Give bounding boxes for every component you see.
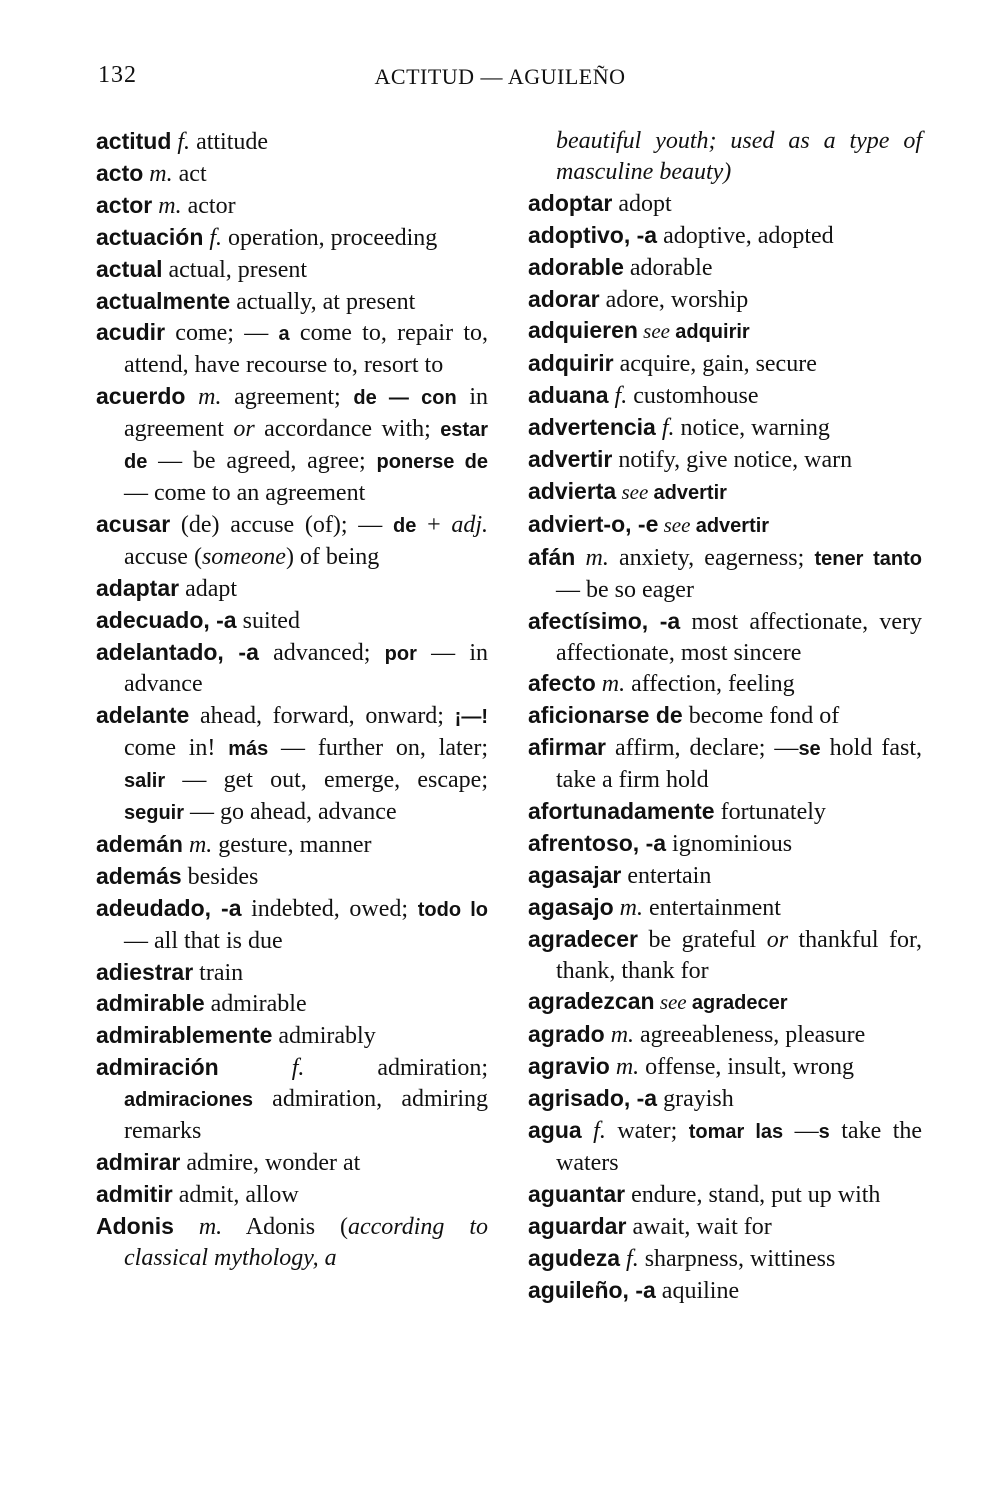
entry-headword: aduana bbox=[528, 382, 609, 409]
entry-definition: (de) accuse (of); — bbox=[170, 511, 393, 538]
entry-definition: suited bbox=[236, 607, 300, 634]
entry-headword: adquieren bbox=[528, 317, 638, 344]
run-in-phrase: todo lo bbox=[417, 898, 488, 921]
entry-definition: ignominious bbox=[666, 830, 793, 857]
entry-definition: thankful for, thank, thank for bbox=[556, 926, 922, 984]
entry-definition: affection, feeling bbox=[625, 671, 795, 698]
entry-definition: most affectionate, very affectionate, most sincere bbox=[556, 608, 922, 666]
dictionary-entry bbox=[528, 284, 922, 316]
entry-definition: take the waters bbox=[556, 1118, 923, 1176]
dictionary-entry bbox=[96, 957, 488, 989]
entry-headword: adoptivo, -a bbox=[528, 221, 658, 248]
entry-definition: offense, insult, wrong bbox=[639, 1054, 855, 1081]
run-in-phrase: a bbox=[278, 323, 290, 346]
entry-definition: ) of being bbox=[285, 543, 380, 570]
entry-definition: act bbox=[172, 160, 207, 187]
entry-headword: advertir bbox=[528, 446, 613, 473]
entry-definition: adoptive, adopted bbox=[657, 222, 834, 249]
entry-headword: aguileño, -a bbox=[528, 1276, 656, 1303]
entry-definition: accuse ( bbox=[124, 543, 202, 570]
dictionary-entry bbox=[528, 1051, 922, 1083]
cross-ref-label: see bbox=[654, 990, 692, 1015]
grammar-label: f. bbox=[218, 1055, 305, 1082]
dictionary-entry bbox=[96, 222, 488, 254]
entry-definition: come; — bbox=[165, 320, 279, 347]
entry-definition: — come to an agreement bbox=[124, 479, 366, 506]
entry-headword: adquirir bbox=[528, 350, 614, 377]
entry-definition: adorable bbox=[623, 254, 713, 281]
entry-definition: — go ahead, advance bbox=[184, 799, 397, 826]
entry-definition: — further on, later; bbox=[268, 735, 488, 762]
grammar-label: according to classical mythology, a bbox=[124, 1213, 488, 1271]
entry-headword: actual bbox=[96, 255, 163, 282]
entry-headword: agradecer bbox=[528, 925, 638, 952]
entry-definition: — get out, emerge, escape; bbox=[165, 767, 488, 794]
entry-definition: hold fast, take a firm hold bbox=[556, 735, 922, 794]
grammar-label: m. bbox=[604, 1022, 635, 1049]
dictionary-entry bbox=[96, 893, 488, 957]
dictionary-entry bbox=[528, 315, 922, 348]
grammar-label: f. bbox=[581, 1118, 606, 1145]
entry-headword: admirar bbox=[96, 1149, 181, 1175]
entry-headword: acuerdo bbox=[96, 383, 186, 410]
dictionary-entry bbox=[528, 1115, 922, 1179]
dictionary-entry bbox=[528, 700, 922, 732]
run-in-phrase: salir bbox=[124, 770, 166, 793]
dictionary-entry bbox=[96, 573, 488, 605]
grammar-label: f. bbox=[171, 129, 191, 155]
entry-definition: — bbox=[783, 1118, 819, 1145]
entry-headword: actor bbox=[96, 191, 153, 218]
entry-definition: fortunately bbox=[714, 799, 826, 826]
dictionary-entry bbox=[528, 380, 922, 412]
grammar-label: or bbox=[233, 416, 255, 443]
dictionary-entry bbox=[96, 637, 488, 701]
entry-headword: adaptar bbox=[96, 574, 180, 601]
grammar-label: f. bbox=[608, 383, 628, 410]
entry-definition: sharpness, wittiness bbox=[638, 1245, 836, 1272]
entry-definition: admire, wonder at bbox=[180, 1150, 361, 1176]
dictionary-entry bbox=[528, 476, 922, 509]
entry-definition: await, wait for bbox=[626, 1213, 772, 1240]
run-in-phrase: advertir bbox=[695, 514, 770, 537]
entry-headword: adelante bbox=[96, 702, 190, 729]
entry-definition: admiration; bbox=[304, 1055, 488, 1082]
entry-headword: adorable bbox=[528, 253, 624, 280]
entry-definition: admirably bbox=[272, 1023, 376, 1050]
dictionary-entry bbox=[96, 861, 488, 893]
dictionary-entry bbox=[96, 829, 488, 861]
left-column bbox=[96, 126, 488, 1274]
grammar-label: f. bbox=[203, 224, 223, 251]
entry-definition: in agreement bbox=[124, 384, 489, 443]
run-in-phrase: seguir bbox=[124, 802, 185, 825]
cross-ref-label: see bbox=[637, 319, 676, 344]
entry-definition: agreeableness, pleasure bbox=[634, 1022, 866, 1049]
entry-definition: — be so eager bbox=[556, 576, 694, 603]
dictionary-entry bbox=[528, 828, 922, 860]
entry-headword: admiración bbox=[96, 1054, 219, 1081]
dictionary-entry bbox=[528, 1275, 922, 1307]
entry-definition: besides bbox=[181, 863, 259, 890]
entry-headword: acudir bbox=[96, 319, 166, 346]
entry-definition: adore, worship bbox=[599, 286, 749, 313]
grammar-label: adj. bbox=[451, 511, 488, 538]
run-in-phrase: estar de bbox=[124, 419, 488, 474]
entry-headword: acto bbox=[96, 159, 144, 186]
entry-headword: agradezcan bbox=[528, 988, 655, 1015]
entry-definition: be grateful bbox=[637, 926, 767, 953]
grammar-label: or bbox=[766, 926, 789, 953]
dictionary-entry bbox=[528, 1083, 922, 1115]
entry-headword: admirablemente bbox=[96, 1022, 273, 1049]
right-column-entries bbox=[528, 188, 922, 1307]
entry-definition: entertain bbox=[621, 862, 712, 889]
dictionary-entry bbox=[528, 732, 922, 796]
dictionary-entry bbox=[528, 1243, 922, 1275]
entry-definition: adopt bbox=[612, 190, 672, 217]
dictionary-entry bbox=[96, 190, 488, 222]
run-in-phrase: admiraciones bbox=[124, 1089, 253, 1112]
cross-ref-label: see bbox=[658, 512, 696, 537]
entry-definition: train bbox=[193, 959, 244, 986]
dictionary-entry bbox=[528, 1019, 922, 1051]
dictionary-entry bbox=[528, 924, 922, 987]
entry-headword: actitud bbox=[96, 128, 172, 154]
dictionary-entry bbox=[528, 412, 922, 444]
entry-definition: endure, stand, put up with bbox=[625, 1181, 881, 1208]
entry-definition: Adonis ( bbox=[222, 1213, 348, 1240]
entry-headword: acusar bbox=[96, 510, 171, 537]
dictionary-entry bbox=[96, 1211, 488, 1274]
entry-headword: agudeza bbox=[528, 1244, 621, 1271]
dictionary-entry bbox=[528, 1179, 922, 1211]
entry-headword: agasajo bbox=[528, 893, 614, 920]
entry-headword: además bbox=[96, 862, 182, 889]
dictionary-entry bbox=[96, 509, 488, 573]
entry-definition: actor bbox=[181, 192, 236, 219]
entry-definition: entertainment bbox=[643, 894, 781, 921]
dictionary-entry bbox=[528, 252, 922, 284]
entry-definition: — be agreed, agree; bbox=[147, 448, 377, 475]
entry-headword: adorar bbox=[528, 285, 600, 312]
cross-ref-label: see bbox=[616, 479, 654, 504]
entry-definition: anxiety, eagerness; bbox=[608, 544, 815, 571]
entry-definition: notify, give notice, warn bbox=[612, 447, 853, 474]
dictionary-entry bbox=[528, 220, 922, 252]
continued-entry-text: beautiful youth; used as a type of masculine beauty) bbox=[556, 128, 922, 185]
entry-definition: become fond of bbox=[682, 703, 840, 730]
entry-definition: admiration, admiring remarks bbox=[124, 1086, 488, 1145]
entry-definition: admirable bbox=[204, 991, 307, 1018]
grammar-label: m. bbox=[613, 894, 643, 921]
entry-headword: advertencia bbox=[528, 414, 656, 441]
dictionary-entry bbox=[528, 796, 922, 828]
dictionary-entry bbox=[528, 892, 922, 924]
run-in-phrase: más bbox=[228, 738, 269, 761]
dictionary-entry bbox=[528, 668, 922, 700]
dictionary-entry bbox=[528, 860, 922, 892]
dictionary-entry bbox=[96, 700, 488, 829]
entry-headword: aficionarse de bbox=[528, 702, 683, 729]
entry-definition: ahead, forward, onward; bbox=[189, 703, 455, 730]
entry-definition: admit, allow bbox=[172, 1181, 299, 1208]
run-in-phrase: de — con bbox=[353, 387, 457, 410]
dictionary-entry bbox=[528, 348, 922, 380]
entry-headword: afecto bbox=[528, 670, 596, 697]
entry-headword: agrisado, -a bbox=[528, 1085, 658, 1112]
entry-definition: acquire, gain, secure bbox=[613, 351, 817, 378]
dictionary-entry bbox=[528, 188, 922, 220]
entry-headword: adeudado, -a bbox=[96, 894, 242, 921]
entry-definition: — all that is due bbox=[124, 927, 283, 954]
entry-headword: afectísimo, -a bbox=[528, 607, 681, 634]
entry-definition: aquiline bbox=[655, 1277, 740, 1304]
entry-headword: afrentoso, -a bbox=[528, 829, 667, 856]
entry-headword: adelantado, -a bbox=[96, 638, 259, 665]
entry-definition: adapt bbox=[179, 575, 238, 602]
grammar-label: m. bbox=[575, 544, 609, 571]
entry-headword: adviert-o, -e bbox=[528, 510, 659, 537]
dictionary-entry bbox=[528, 444, 922, 476]
entry-headword: agrado bbox=[528, 1021, 605, 1048]
entry-headword: aguantar bbox=[528, 1180, 626, 1207]
entry-headword: admitir bbox=[96, 1180, 173, 1207]
entry-headword: afortunadamente bbox=[528, 798, 715, 825]
entry-headword: Adonis bbox=[96, 1212, 174, 1239]
entry-headword: afirmar bbox=[528, 734, 606, 761]
entry-definition: attitude bbox=[190, 129, 269, 155]
right-column bbox=[528, 126, 922, 1307]
dictionary-entry bbox=[96, 317, 488, 381]
entry-definition: actual, present bbox=[162, 256, 308, 283]
dictionary-entry bbox=[528, 509, 922, 542]
grammar-label: m. bbox=[152, 192, 182, 219]
entry-headword: advierta bbox=[528, 477, 617, 504]
entry-headword: adecuado, -a bbox=[96, 606, 237, 633]
entry-definition: come to, repair to, attend, have recourse to, resort to bbox=[124, 320, 489, 379]
entry-definition: notice, warning bbox=[674, 415, 830, 442]
dictionary-entry bbox=[528, 986, 922, 1019]
entry-headword: afán bbox=[528, 543, 576, 570]
run-in-phrase: de bbox=[393, 514, 417, 537]
dictionary-entry bbox=[96, 158, 488, 190]
entry-headword: admirable bbox=[96, 990, 205, 1017]
entry-definition: advanced; bbox=[258, 639, 385, 666]
entry-headword: actualmente bbox=[96, 287, 231, 314]
dictionary-entry bbox=[96, 1020, 488, 1052]
dictionary-entry bbox=[528, 606, 922, 669]
dictionary-entry bbox=[96, 286, 488, 318]
entry-definition: — in advance bbox=[124, 639, 488, 698]
entry-headword: agravio bbox=[528, 1053, 610, 1080]
grammar-label: m. bbox=[185, 384, 222, 411]
dictionary-entry bbox=[528, 542, 922, 606]
entry-definition: + bbox=[416, 511, 452, 538]
entry-definition: indebted, owed; bbox=[241, 895, 418, 922]
dictionary-entry bbox=[96, 126, 488, 158]
grammar-label: m. bbox=[173, 1213, 223, 1240]
run-in-phrase: s bbox=[818, 1121, 830, 1144]
entry-headword: agua bbox=[528, 1117, 582, 1144]
grammar-label: m. bbox=[143, 160, 173, 187]
entry-definition: gesture, manner bbox=[212, 831, 372, 858]
dictionary-entry bbox=[96, 1147, 488, 1179]
entry-definition: customhouse bbox=[627, 383, 759, 410]
entry-headword: agasajar bbox=[528, 861, 622, 888]
run-in-phrase: tener tanto bbox=[814, 547, 922, 570]
run-in-phrase: ¡—! bbox=[454, 706, 488, 729]
dictionary-entry bbox=[528, 1211, 922, 1243]
entry-headword: ademán bbox=[96, 830, 183, 857]
entry-headword: aguardar bbox=[528, 1212, 627, 1239]
entry-definition: operation, proceeding bbox=[222, 224, 438, 251]
grammar-label: f. bbox=[620, 1245, 639, 1272]
entry-headword: adiestrar bbox=[96, 958, 194, 985]
run-in-phrase: por bbox=[384, 642, 417, 665]
run-in-phrase: se bbox=[798, 738, 821, 761]
page-header bbox=[0, 62, 1000, 96]
entry-definition: agreement; bbox=[221, 384, 354, 411]
grammar-label: someone bbox=[201, 543, 286, 570]
dictionary-entry bbox=[96, 988, 488, 1020]
grammar-label: m. bbox=[182, 831, 213, 858]
entry-definition: water; bbox=[605, 1118, 689, 1145]
grammar-label: f. bbox=[655, 415, 675, 442]
grammar-label: m. bbox=[609, 1054, 640, 1081]
entry-definition: grayish bbox=[657, 1086, 734, 1113]
run-in-phrase: tomar las bbox=[688, 1121, 784, 1144]
dictionary-entry bbox=[96, 254, 488, 286]
entry-headword: adoptar bbox=[528, 189, 613, 216]
run-in-phrase: advertir bbox=[653, 481, 727, 504]
entry-definition: actually, at present bbox=[230, 288, 416, 315]
run-in-phrase: adquirir bbox=[675, 321, 750, 344]
page-number: 132 bbox=[98, 62, 137, 88]
run-in-phrase: ponerse de bbox=[376, 451, 489, 474]
run-in-phrase: agradecer bbox=[691, 992, 788, 1015]
entry-definition: come in! bbox=[124, 735, 229, 762]
dictionary-entry bbox=[96, 381, 488, 509]
entry-headword: actuación bbox=[96, 223, 204, 250]
entry-definition: affirm, declare; — bbox=[605, 735, 799, 762]
running-head: ACTITUD — AGUILEÑO bbox=[374, 64, 626, 89]
dictionary-entry bbox=[96, 605, 488, 637]
grammar-label: m. bbox=[595, 671, 626, 698]
dictionary-entry bbox=[96, 1179, 488, 1211]
entry-definition: accordance with; bbox=[254, 416, 441, 443]
dictionary-entry bbox=[96, 1052, 488, 1147]
